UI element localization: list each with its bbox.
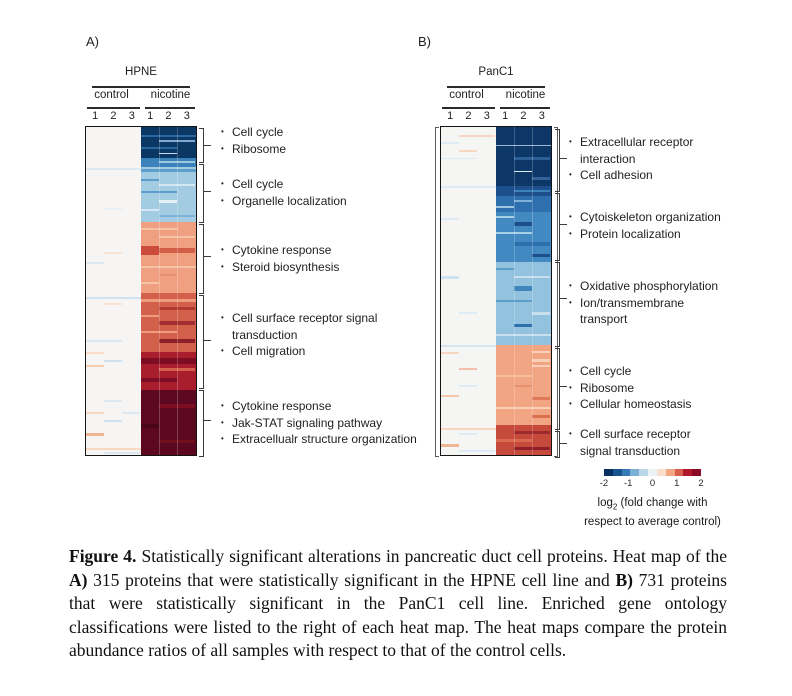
colorbar-tick-label: -1 [624,478,633,489]
heatmap-row [104,303,123,305]
colorbar-segment [675,469,684,476]
heatmap-row [496,216,514,218]
heatmap-row [86,412,104,414]
go-annotation-line: Organelle localization [232,193,347,208]
heatmap-row [441,444,459,447]
nicotine-underline [145,107,195,109]
go-annotation-item [568,363,743,380]
heatmap-row [141,424,159,428]
heatmap-cluster-band [141,167,196,222]
bullet-icon: • [221,417,224,427]
heatmap-row [459,368,478,370]
bullet-icon: • [569,399,572,408]
go-annotation-group [568,278,743,328]
bullet-icon: • [569,281,572,290]
colorbar-label-line2: respect to average control) [584,515,721,528]
condition-label-nicotine: nicotine [150,89,191,101]
bullet-icon: • [569,212,572,221]
go-annotation-line: Extracellular receptor [580,135,694,149]
heatmap-row [441,142,459,144]
go-annotation-group [568,363,743,413]
heatmap-row [514,171,533,172]
colorbar-tick-label: 2 [698,478,704,489]
go-annotation-group [220,242,420,275]
panel-label-B: B) [418,34,431,49]
nicotine-underline [500,107,550,109]
bullet-icon: • [221,401,224,410]
title-underline [447,86,545,88]
go-annotation-item [220,398,420,415]
go-annotation-item [220,415,420,432]
go-annotation-item [220,310,420,343]
cluster-bracket [199,224,204,294]
go-annotation-line: Cell adhesion [580,168,653,182]
colorbar-label-line1: $\log_2$ (fold change with [597,497,708,512]
column-separator [514,127,515,455]
colorbar-ticks [599,478,704,490]
cluster-bracket-tick [559,224,567,225]
go-annotation-item [568,167,743,184]
go-annotation-item [568,426,743,459]
go-annotation-line: Cytokine response [232,243,332,257]
caption-bold-a: A) [69,569,88,590]
title-underline [92,86,190,88]
heatmap-row [514,286,533,291]
colorbar-segment [692,469,701,476]
go-annotation-group [568,134,743,184]
heatmap-cluster-band [496,186,551,196]
bullet-icon: • [221,179,224,188]
cluster-bracket-tick [559,158,567,159]
bullet-icon: • [569,228,572,238]
heatmap-row [496,407,551,409]
condition-label-nicotine: nicotine [505,89,546,101]
go-annotation-item [220,124,420,141]
colorbar-segment [683,469,692,476]
bullet-icon: • [569,429,572,438]
heatmap-row [104,252,123,254]
bullet-icon: • [569,137,572,146]
colorbar-segment [604,469,613,476]
heatmap-row [86,433,104,436]
go-annotation-line: Cell cycle [232,125,284,139]
replicate-number: 1 [92,110,99,122]
cluster-bracket-tick [203,256,211,257]
replicate-number: 1 [447,110,454,122]
heatmap-row [459,135,496,137]
go-annotation-line: Ion/transmembrane [580,295,685,310]
go-annotation-item [220,343,420,360]
caption-text-1: Statistically significant alterations in pancreatic duct cell proteins. Heat map of the [136,546,727,566]
go-annotation-line: Cell migration [232,344,306,358]
heatmap-row [532,359,550,362]
go-annotation-line: Cell cycle [232,177,284,191]
heatmap-cluster-band [496,425,551,455]
heatmap-row [532,312,550,315]
heatmap-row [459,150,478,152]
replicate-number: 2 [165,110,172,122]
cluster-bracket-tick [203,191,211,192]
bullet-icon: • [221,195,224,205]
heatmap-row [159,200,178,203]
go-annotation-item [568,209,743,226]
heatmap-row [141,169,196,172]
colorbar [604,469,701,476]
colorbar-tick-label: -2 [599,478,609,489]
heatmap-cluster-band [141,352,196,390]
heatmap-cluster-band [496,345,551,425]
go-annotation-item [568,226,743,243]
go-annotation-item [568,134,743,167]
replicate-number: 2 [465,110,472,122]
heatmap-row [86,448,141,450]
heatmap-cluster-band [141,222,196,293]
go-annotation-group [568,426,743,459]
cluster-bracket-tick [559,443,567,444]
heatmap-row [159,153,178,154]
go-annotation-item [568,295,743,328]
cluster-bracket-tick [203,145,211,146]
replicate-number: 3 [128,110,135,122]
colorbar-legend [565,469,740,529]
heatmap-row [459,433,478,435]
bullet-icon: • [221,434,224,443]
heatmap-row [141,358,196,364]
replicate-number: 3 [483,110,490,122]
go-annotation-line: Cytokine response [232,399,332,413]
cluster-bracket [555,348,560,430]
go-annotation-line: Extracellualr structure organization [232,432,417,446]
heatmap-nicotine-half [141,127,196,455]
bullet-icon: • [569,170,572,179]
colorbar-segment [613,469,622,476]
heatmap-row [141,246,159,255]
caption-text-3: 731 proteins that were statistically significant in the PanC1 cell line. Enriched gene ontology classifications were listed to the right of each heat map. The heat maps compare the protein abundance ratios of all samples with respect to that of the control cells. [69,569,727,661]
heatmap-row [459,312,478,314]
cluster-bracket [199,295,204,389]
go-annotation-line: Steroid biosynthesis [232,259,340,274]
heatmap-cluster-band [141,158,196,167]
heatmap-row [141,282,159,284]
colorbar-segment [630,469,639,476]
cluster-bracket-tick [559,298,567,299]
replicate-numbers [441,110,551,122]
go-annotation-line: Cellular homeostasis [580,397,692,411]
go-annotation-group [220,124,420,157]
heatmap-control-half [86,127,141,455]
replicate-number: 1 [147,110,154,122]
heatmap-row [86,340,123,342]
caption-text-2: 315 proteins that were statistically significant in the HPNE cell line and [87,569,616,590]
heatmap-cluster-band [496,212,551,262]
heatmap-row [141,179,159,181]
heatmap-row [86,168,141,170]
replicate-numbers [86,110,196,122]
heatmap-row [104,452,141,454]
colorbar-segment [622,469,631,476]
bullet-icon: • [221,245,224,254]
heatmap-row [514,222,533,226]
column-separator [177,127,178,455]
heatmap-row [532,177,550,180]
cell-line-title: HPNE [125,66,157,78]
heatmap-row [86,262,104,264]
colorbar-tick-label: 1 [674,478,680,489]
colorbar-segment [666,469,675,476]
control-underline [87,107,140,109]
bullet-icon: • [221,313,224,322]
heatmap-cluster-band [496,262,551,345]
heatmap-cluster-band [496,127,551,186]
go-annotation-line: signal transduction [580,443,681,458]
bullet-icon: • [569,297,572,307]
go-annotation-line: Oxidative phosphorylation [580,279,719,293]
heatmap-cluster-band [496,196,551,212]
heatmap-row [86,352,104,354]
go-annotation-group [220,398,420,448]
go-annotation-item [220,141,420,158]
cluster-bracket [199,164,204,223]
heatmap-cluster-band [141,293,196,352]
heatmap-row [514,385,533,387]
heatmap-PanC1 [440,126,552,456]
go-annotation-item [220,176,420,193]
heatmap-row [514,200,533,202]
go-annotation-group [220,176,420,209]
bullet-icon: • [221,261,224,271]
replicate-number: 2 [520,110,527,122]
heatmap-row [532,351,550,353]
go-annotation-item [220,431,420,448]
cluster-bracket-tick [203,420,211,421]
heatmap-row [532,415,550,418]
bullet-icon: • [221,127,224,136]
bullet-icon: • [221,143,224,153]
go-annotation-line: Ribosome [232,141,287,156]
replicate-number: 3 [538,110,545,122]
colorbar-segment [639,469,648,476]
cluster-bracket-tick [203,340,211,341]
condition-labels [82,89,200,101]
heatmap-row [496,206,514,208]
cluster-bracket [555,262,560,347]
go-annotation-item [220,242,420,259]
colorbar-label [565,496,740,529]
cluster-bracket [555,193,560,261]
heatmap-row [122,412,140,414]
heatmap-row [141,315,159,317]
column-separator [532,127,533,455]
heatmap-row [141,299,196,302]
cluster-bracket [199,390,204,457]
heatmap-row [441,345,496,347]
go-annotation-line: Jak-STAT signaling pathway [232,415,383,430]
go-annotation-line: interaction [580,151,636,166]
replicate-number: 3 [183,110,190,122]
cluster-bracket [555,129,560,192]
heatmap-row [459,385,478,387]
heatmap-row [496,145,551,146]
heatmap-row [104,208,123,210]
heatmap-row [86,297,141,299]
column-separator [159,127,160,455]
go-annotation-line: Protein localization [580,226,681,241]
heatmap-row [496,334,551,336]
condition-label-control: control [94,89,129,101]
colorbar-tick-label: 0 [649,478,656,489]
heatmap-row [441,352,459,354]
go-annotation-line: Ribosome [580,380,635,395]
cluster-bracket [555,431,560,458]
heatmap-row [441,276,459,279]
heatmap-row [532,254,550,257]
panel-label-A: A) [86,34,99,49]
heatmap-row [441,186,496,188]
condition-label-control: control [449,89,484,101]
condition-labels [437,89,555,101]
cell-line-title: PanC1 [478,66,514,78]
heatmap-row [104,420,123,422]
heatmap-row [532,397,550,400]
heatmap-row [496,268,514,270]
heatmap-HPNE [85,126,197,456]
heatmap-row [532,365,550,367]
heatmap-nicotine-half [496,127,551,455]
go-annotation-line: Cell surface receptor [580,427,691,441]
replicate-number: 2 [110,110,117,122]
go-annotation-item [568,380,743,397]
go-annotation-item [220,193,420,210]
heatmap-row [141,209,159,211]
caption-figure-number: Figure 4. [69,546,137,566]
heatmap-control-half [441,127,496,455]
go-annotation-item [220,259,420,276]
go-annotation-line: Cytoiskeleton organization [580,210,721,224]
go-annotation-line: Cell surface receptor signal [232,311,378,325]
colorbar-segment [657,469,666,476]
go-annotation-line: transduction [232,327,298,342]
bullet-icon: • [221,346,224,355]
heatmap-cluster-band [141,390,196,455]
go-annotation-line: Cell cycle [580,364,632,378]
heatmap-row [86,365,104,367]
heatmap-row [514,324,533,327]
colorbar-segment [648,469,657,476]
go-annotation-group [568,209,743,242]
bullet-icon: • [569,366,572,375]
go-annotation-item [568,278,743,295]
heatmap-row [104,360,123,362]
heatmap-row [441,158,478,159]
figure-caption [69,545,727,663]
heatmap-row [441,428,496,430]
heatmap-row [141,266,196,268]
bullet-icon: • [569,382,572,392]
go-annotation-item [568,396,743,413]
heatmap-row [159,274,178,276]
heatmap-cluster-band [141,127,196,158]
heatmap-row [459,450,496,452]
heatmap-row [441,218,459,220]
cluster-bracket-tick [559,386,567,387]
heatmap-row [104,400,123,402]
control-underline [442,107,495,109]
replicate-number: 1 [502,110,509,122]
heatmap-row [441,395,459,397]
panel-bracket-left [435,127,439,457]
heatmap-row [141,135,196,137]
go-annotation-line: transport [580,312,628,326]
go-annotation-group [220,310,420,360]
caption-bold-b: B) [615,569,633,590]
